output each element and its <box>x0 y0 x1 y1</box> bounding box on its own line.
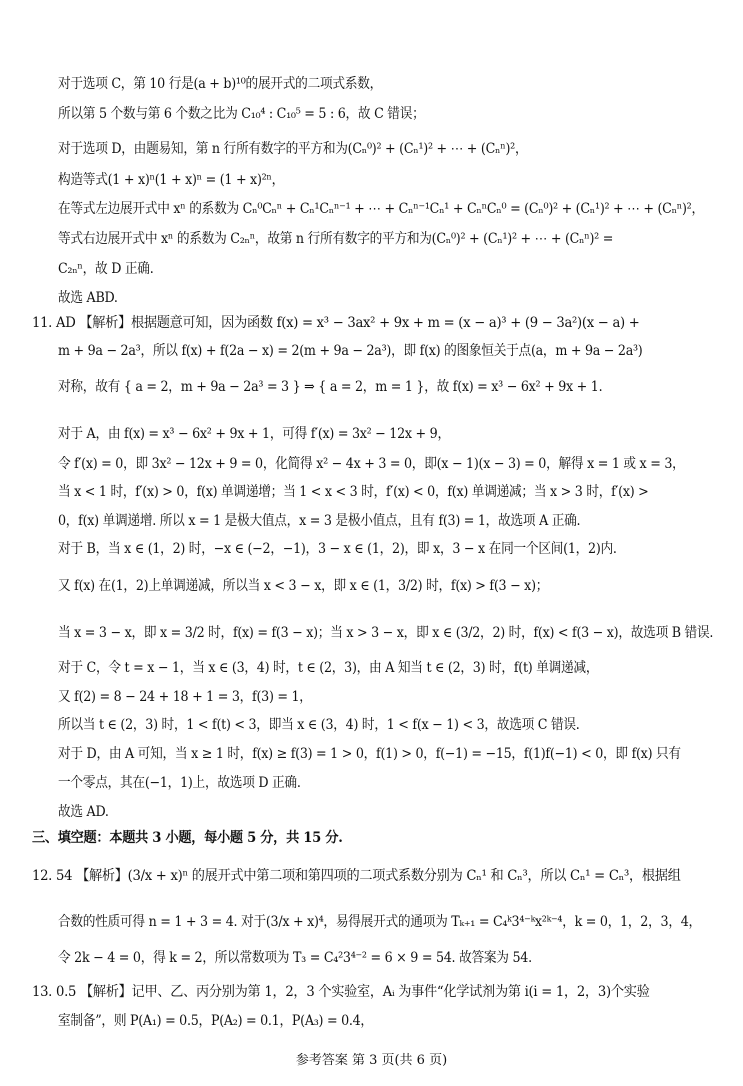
text-line: 0，f(x) 单调递增. 所以 x = 1 是极大值点，x = 3 是极小值点，且有 f(3) = 1，故选项 A 正确. <box>57 513 581 529</box>
text-line: 又 f(2) = 8 − 24 + 18 + 1 = 3，f(3) = 1， <box>57 689 312 705</box>
answer-13: 13. 0.5 【解析】记甲、乙、丙分别为第 1，2，3 个实验室，Aᵢ 为事件“化学试剂为第 i(i = 1，2，3)个实验 <box>31 984 650 1000</box>
text-line: 对于选项 C，第 10 行是(a + b)¹⁰的展开式的二项式系数， <box>57 76 383 92</box>
text-line: 构造等式(1 + x)ⁿ(1 + x)ⁿ = (1 + x)²ⁿ， <box>57 172 285 188</box>
text-line: 令 f′(x) = 0，即 3x² − 12x + 9 = 0，化简得 x² − 4x + 3 = 0，即(x − 1)(x − 3) = 0，解得 x = 1 或 x = 3， <box>57 456 685 472</box>
text-line: 故选 AD. <box>57 804 109 820</box>
section-heading: 三、填空题：本题共 3 小题，每小题 5 分，共 15 分. <box>31 830 343 846</box>
text-line: 在等式左边展开式中 xⁿ 的系数为 Cₙ⁰Cₙⁿ + Cₙ¹Cₙⁿ⁻¹ + ⋯ + Cₙⁿ⁻¹Cₙ¹ + CₙⁿCₙ⁰ = (Cₙ⁰)² + (Cₙ¹)² + ⋯ + (Cₙⁿ)²， <box>57 201 704 217</box>
answer-11: 11. AD 【解析】根据题意可知，因为函数 f(x) = x³ − 3ax² + 9x + m = (x − a)³ + (9 − 3a²)(x − a) + <box>31 315 640 331</box>
text-line: 故选 ABD. <box>57 290 118 306</box>
text-line: 所以第 5 个数与第 6 个数之比为 C₁₀⁴ : C₁₀⁵ = 5 : 6，故 C 错误； <box>57 106 425 122</box>
text-line: 对于 D，由 A 可知，当 x ≥ 1 时，f(x) ≥ f(3) = 1 > 0，f(1) > 0，f(−1) = −15，f(1)f(−1) < 0，即 f(x) 只有 <box>57 746 681 762</box>
page-footer: 参考答案 第 3 页(共 6 页) <box>295 1053 448 1068</box>
text-line: 当 x = 3 − x，即 x = 3/2 时，f(x) = f(3 − x)；当 x > 3 − x，即 x ∈ (3/2，2) 时，f(x) < f(3 − x)，故选项 B 错误. <box>57 625 714 641</box>
text-line: 对于 C，令 t = x − 1，当 x ∈ (3，4) 时，t ∈ (2，3)，由 A 知当 t ∈ (2，3) 时，f(t) 单调递减， <box>57 660 599 676</box>
answer-12: 12. 54 【解析】(3/x + x)ⁿ 的展开式中第二项和第四项的二项式系数分别为 Cₙ¹ 和 Cₙ³，所以 Cₙ¹ = Cₙ³，根据组 <box>31 868 681 884</box>
text-line: 等式右边展开式中 xⁿ 的系数为 C₂ₙⁿ，故第 n 行所有数字的平方和为(Cₙ⁰)² + (Cₙ¹)² + ⋯ + (Cₙⁿ)² = <box>57 231 614 247</box>
text-line: 对于选项 D，由题易知，第 n 行所有数字的平方和为(Cₙ⁰)² + (Cₙ¹)² + ⋯ + (Cₙⁿ)²， <box>57 141 528 157</box>
text-line: 所以当 t ∈ (2，3) 时，1 < f(t) < 3，即当 x ∈ (3，4) 时，1 < f(x − 1) < 3，故选项 C 错误. <box>57 717 580 733</box>
text-line: C₂ₙⁿ，故 D 正确. <box>57 261 154 277</box>
text-line: 令 2k − 4 = 0，得 k = 2，所以常数项为 T₃ = C₄²3⁴⁻² = 6 × 9 = 54. 故答案为 54. <box>57 950 532 966</box>
text-line: 当 x < 1 时，f′(x) > 0，f(x) 单调递增；当 1 < x < 3 时，f′(x) < 0，f(x) 单调递减；当 x > 3 时，f′(x) > <box>57 484 649 500</box>
text-line: 对称，故有 { a = 2，m + 9a − 2a³ = 3 } ⇒ { a = 2，m = 1 }，故 f(x) = x³ − 6x² + 9x + 1. <box>57 379 603 395</box>
text-line: 一个零点，其在(−1，1)上，故选项 D 正确. <box>57 775 301 791</box>
text-line: 对于 A，由 f(x) = x³ − 6x² + 9x + 1，可得 f′(x) = 3x² − 12x + 9， <box>57 426 450 442</box>
text-line: 对于 B，当 x ∈ (1，2) 时，−x ∈ (−2，−1)，3 − x ∈ (1，2)，即 x，3 − x 在同一个区间(1，2)内. <box>57 541 617 557</box>
text-line: 又 f(x) 在(1，2)上单调递减，所以当 x < 3 − x，即 x ∈ (1，3/2) 时，f(x) > f(3 − x)； <box>57 578 549 594</box>
text-line: 室制备”，则 P(A₁) = 0.5，P(A₂) = 0.1，P(A₃) = 0.4， <box>57 1013 373 1029</box>
text-line: 合数的性质可得 n = 1 + 3 = 4. 对于(3/x + x)⁴，易得展开式的通项为 Tₖ₊₁ = C₄ᵏ3⁴⁻ᵏx²ᵏ⁻⁴，k = 0，1，2，3，4， <box>57 914 701 930</box>
text-line: m + 9a − 2a³，所以 f(x) + f(2a − x) = 2(m + 9a − 2a³)，即 f(x) 的图象恒关于点(a，m + 9a − 2a³) <box>57 343 643 359</box>
